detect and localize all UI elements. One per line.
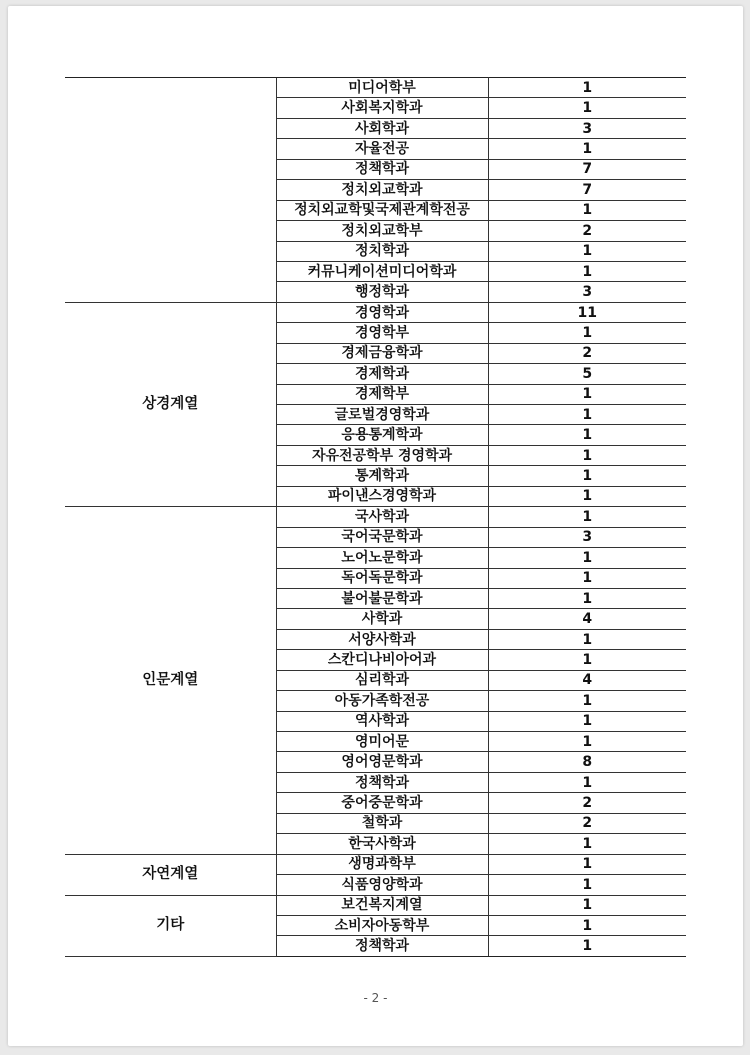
department-cell: 경영학부 <box>276 323 488 343</box>
table-row <box>65 302 686 322</box>
department-cell: 정치학과 <box>276 241 488 261</box>
count-cell: 1 <box>488 936 686 956</box>
count-cell: 1 <box>488 78 686 98</box>
department-cell: 한국사학과 <box>276 834 488 854</box>
count-cell: 1 <box>488 834 686 854</box>
count-cell: 1 <box>488 650 686 670</box>
department-cell: 철학과 <box>276 813 488 833</box>
count-cell: 1 <box>488 691 686 711</box>
count-cell: 3 <box>488 527 686 547</box>
category-cell <box>65 78 276 303</box>
department-cell: 정책학과 <box>276 159 488 179</box>
department-cell: 자율전공 <box>276 139 488 159</box>
count-cell: 1 <box>488 854 686 874</box>
department-table <box>65 77 686 957</box>
category-cell: 자연계열 <box>65 854 276 895</box>
count-cell: 1 <box>488 425 686 445</box>
department-cell: 영어영문학과 <box>276 752 488 772</box>
document-page <box>8 6 743 1046</box>
count-cell: 1 <box>488 323 686 343</box>
department-cell: 노어노문학과 <box>276 548 488 568</box>
category-cell: 기타 <box>65 895 276 956</box>
count-cell: 1 <box>488 548 686 568</box>
department-cell: 사학과 <box>276 609 488 629</box>
table-row <box>65 507 686 527</box>
department-cell: 서양사학과 <box>276 629 488 649</box>
department-cell: 역사학과 <box>276 711 488 731</box>
count-cell: 1 <box>488 139 686 159</box>
department-cell: 경영학과 <box>276 302 488 322</box>
department-cell: 아동가족학전공 <box>276 691 488 711</box>
count-cell: 1 <box>488 98 686 118</box>
department-cell: 자유전공학부 경영학과 <box>276 445 488 465</box>
count-cell: 4 <box>488 670 686 690</box>
count-cell: 1 <box>488 384 686 404</box>
count-cell: 1 <box>488 466 686 486</box>
count-cell: 2 <box>488 343 686 363</box>
count-cell: 1 <box>488 711 686 731</box>
count-cell: 1 <box>488 405 686 425</box>
count-cell: 1 <box>488 875 686 895</box>
department-cell: 영미어문 <box>276 732 488 752</box>
count-cell: 8 <box>488 752 686 772</box>
department-cell: 정치외교학부 <box>276 221 488 241</box>
department-cell: 정치외교학과 <box>276 180 488 200</box>
count-cell: 1 <box>488 486 686 506</box>
count-cell: 3 <box>488 282 686 302</box>
department-cell: 행정학과 <box>276 282 488 302</box>
count-cell: 7 <box>488 159 686 179</box>
count-cell: 1 <box>488 200 686 220</box>
category-cell: 상경계열 <box>65 302 276 506</box>
count-cell: 2 <box>488 813 686 833</box>
department-cell: 스칸디나비아어과 <box>276 650 488 670</box>
count-cell: 1 <box>488 507 686 527</box>
department-cell: 중어중문학과 <box>276 793 488 813</box>
department-cell: 국어국문학과 <box>276 527 488 547</box>
department-cell: 사회학과 <box>276 118 488 138</box>
count-cell: 1 <box>488 568 686 588</box>
count-cell: 2 <box>488 221 686 241</box>
department-cell: 독어독문학과 <box>276 568 488 588</box>
department-cell: 미디어학부 <box>276 78 488 98</box>
count-cell: 4 <box>488 609 686 629</box>
category-cell: 인문계열 <box>65 507 276 854</box>
count-cell: 1 <box>488 629 686 649</box>
department-cell: 경제학부 <box>276 384 488 404</box>
count-cell: 3 <box>488 118 686 138</box>
department-cell: 불어불문학과 <box>276 588 488 608</box>
department-cell: 경제금융학과 <box>276 343 488 363</box>
count-cell: 1 <box>488 732 686 752</box>
count-cell: 2 <box>488 793 686 813</box>
count-cell: 1 <box>488 445 686 465</box>
department-cell: 정책학과 <box>276 772 488 792</box>
count-cell: 1 <box>488 241 686 261</box>
department-cell: 보건복지계열 <box>276 895 488 915</box>
department-cell: 경제학과 <box>276 364 488 384</box>
count-cell: 5 <box>488 364 686 384</box>
table-row <box>65 895 686 915</box>
department-cell: 사회복지학과 <box>276 98 488 118</box>
count-cell: 1 <box>488 915 686 935</box>
department-cell: 통계학과 <box>276 466 488 486</box>
department-cell: 식품영양학과 <box>276 875 488 895</box>
table-row <box>65 78 686 98</box>
count-cell: 1 <box>488 895 686 915</box>
count-cell: 11 <box>488 302 686 322</box>
count-cell: 1 <box>488 261 686 281</box>
count-cell: 1 <box>488 588 686 608</box>
department-cell: 커뮤니케이션미디어학과 <box>276 261 488 281</box>
department-cell: 정책학과 <box>276 936 488 956</box>
department-cell: 정치외교학및국제관계학전공 <box>276 200 488 220</box>
count-cell: 7 <box>488 180 686 200</box>
count-cell: 1 <box>488 772 686 792</box>
page-number: - 2 - <box>363 991 388 1005</box>
department-cell: 생명과학부 <box>276 854 488 874</box>
table-row <box>65 854 686 874</box>
department-cell: 소비자아동학부 <box>276 915 488 935</box>
department-cell: 글로벌경영학과 <box>276 405 488 425</box>
department-cell: 심리학과 <box>276 670 488 690</box>
department-cell: 파이낸스경영학과 <box>276 486 488 506</box>
department-cell: 응용통계학과 <box>276 425 488 445</box>
department-cell: 국사학과 <box>276 507 488 527</box>
